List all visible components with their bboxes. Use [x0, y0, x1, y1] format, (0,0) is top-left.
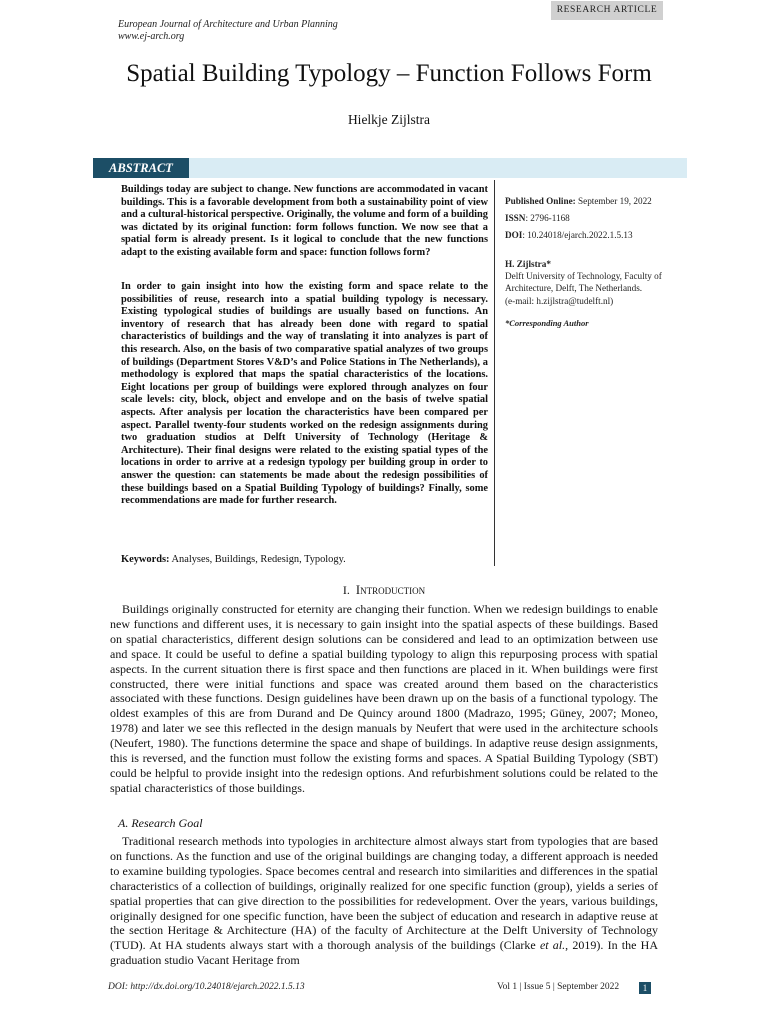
abstract-paragraph-1: Buildings today are subject to change. New functions are accommodated in vacant buildings. This is a favorable development from both a sustainability point of view and a cultural-historical perspective. Originally, the volume and form of a building was dictated by its original function: form follows function. We now see that a spatial form is already present. Is it logical to conclude that the new functions adapt to the existing available form and space: function follows form?	[121, 184, 488, 258]
doi-meta	[505, 230, 685, 242]
issn-label: ISSN	[505, 213, 526, 223]
keywords	[121, 554, 346, 565]
subsection-heading-research-goal: A. Research Goal	[118, 816, 203, 830]
issn	[505, 213, 685, 225]
published-online	[505, 196, 685, 208]
column-divider	[494, 180, 495, 566]
section-number: I.	[342, 583, 350, 597]
introduction-paragraph: Buildings originally constructed for eternity are changing their function. When we redesign buildings to enable new functions and different uses, it is necessary to gain insight into the spatial aspects of these buildings. Based on spatial characteristics, different design solutions can be considered and lead to an optimization between use and space. It could be useful to define a spatial building typology to align this repurposing process with spatial aspects. In the current situation there is first space and then functions are placed in it. When buildings were first constructed, there were initial functions and space was created around them based on the characteristics associated with these functions. Design guidelines have been drawn up on the basis of a functional typology. The oldest examples of this are from Durand and De Quincy around 1800 (Madrazo, 1995; Güney, 2007; Moneo, 1978) and later we see this reflected in the design manuals by Neufert that were used in the architecture schools (Neufert, 1980). The functions determine the space and shape of buildings. In adaptive reuse design assignments, this is reversed, and the function must follow the existing forms and spaces. A Spatial Building Typology (SBT) could be helpful to provide insight into the redesign options. And refurbishment solutions could be related to the spatial characteristics of those buildings.	[110, 602, 658, 795]
published-date: September 19, 2022	[578, 196, 652, 206]
keywords-list: Analyses, Buildings, Redesign, Typology.	[171, 554, 346, 565]
research-goal-paragraph	[110, 834, 658, 968]
journal-url[interactable]: www.ej-arch.org	[118, 31, 185, 42]
research-goal-text-a: Traditional research methods into typologies in architecture almost always start from typologies that are based on functions. As the function and use of the original buildings are changing today, a different approach is needed to examine building typologies. Space becomes central and research into similarities and differences in the spatial characteristics of a collection of buildings, originally realized for one specific function (group), yields a series of spatial properties that can give direction to the possibilities for redevelopment. Over the years, various buildings, originally designed for one specific function, have been the subject of education and research in adaptive reuse at the section Heritage & Architecture (HA) of the faculty of Architecture at the Delft University of Technology (TUD). At HA students always start with a thorough analysis of the buildings (Clarke	[110, 834, 658, 953]
author-email[interactable]: (e-mail: h.zijlstra@tudelft.nl)	[505, 296, 614, 306]
published-label: Published Online:	[505, 196, 576, 206]
footer-volume: Vol 1 | Issue 5 | September 2022	[497, 982, 620, 992]
journal-name: European Journal of Architecture and Urban Planning	[118, 19, 338, 30]
article-type-badge: RESEARCH ARTICLE	[551, 1, 663, 20]
doi-label: DOI	[505, 230, 523, 240]
abstract-label: ABSTRACT	[93, 158, 189, 178]
author-meta-name: H. Zijlstra*	[505, 259, 551, 269]
research-goal-italic: et al.	[539, 938, 566, 953]
issn-value: : 2796-1168	[525, 213, 570, 223]
page-number: 1	[639, 982, 651, 994]
abstract-paragraph-2: In order to gain insight into how the existing form and space relate to the possibilities of reuse, research into a spatial building typology is necessary. Existing typological studies of buildings are usually based on functions. An inventory of research that has already been done with regard to spatial characteristics of buildings and the way of translating it into analyzes is part of this research. Also, on the basis of two comparative spatial analyzes of two groups of buildings (Department Stores V&D’s and Police Stations in The Netherlands), a methodology is explored that maps the spatial characteristics of the locations. Eight locations per group of buildings were explored through analyzes on four scale levels: city, block, object and envelope and on the basis of twelve spatial aspects. After analysis per location the characteristics have been compared per aspect. Parallel twenty-four students worked on the redesign assignments during two graduation studios at Delft University of Technology (Heritage & Architecture). Their final designs were related to the existing spatial types of the locations in order to arrive at a redesign typology per building group in order to answer the question: can statements be made about the redesign possibilities of these buildings based on a Spatial Building Typology of buildings? Finally, some recommendations are made for further research.	[121, 281, 488, 507]
research-goal-text-b: , 2019). In the HA graduation studio Vacant Heritage from	[110, 938, 658, 968]
section-title: Introduction	[355, 583, 426, 597]
doi-value[interactable]: : 10.24018/ejarch.2022.1.5.13	[522, 230, 633, 240]
article-title: Spatial Building Typology – Function Follows Form	[126, 60, 652, 87]
author-affiliation: Delft University of Technology, Faculty of Architecture, Delft, The Netherlands.	[505, 271, 662, 293]
corresponding-author-note: *Corresponding Author	[505, 318, 589, 328]
keywords-label: Keywords:	[121, 554, 170, 565]
footer-doi[interactable]: DOI: http://dx.doi.org/10.24018/ejarch.2022.1.5.13	[108, 982, 305, 992]
section-heading-introduction	[0, 583, 768, 598]
article-author: Hielkje Zijlstra	[347, 112, 431, 127]
